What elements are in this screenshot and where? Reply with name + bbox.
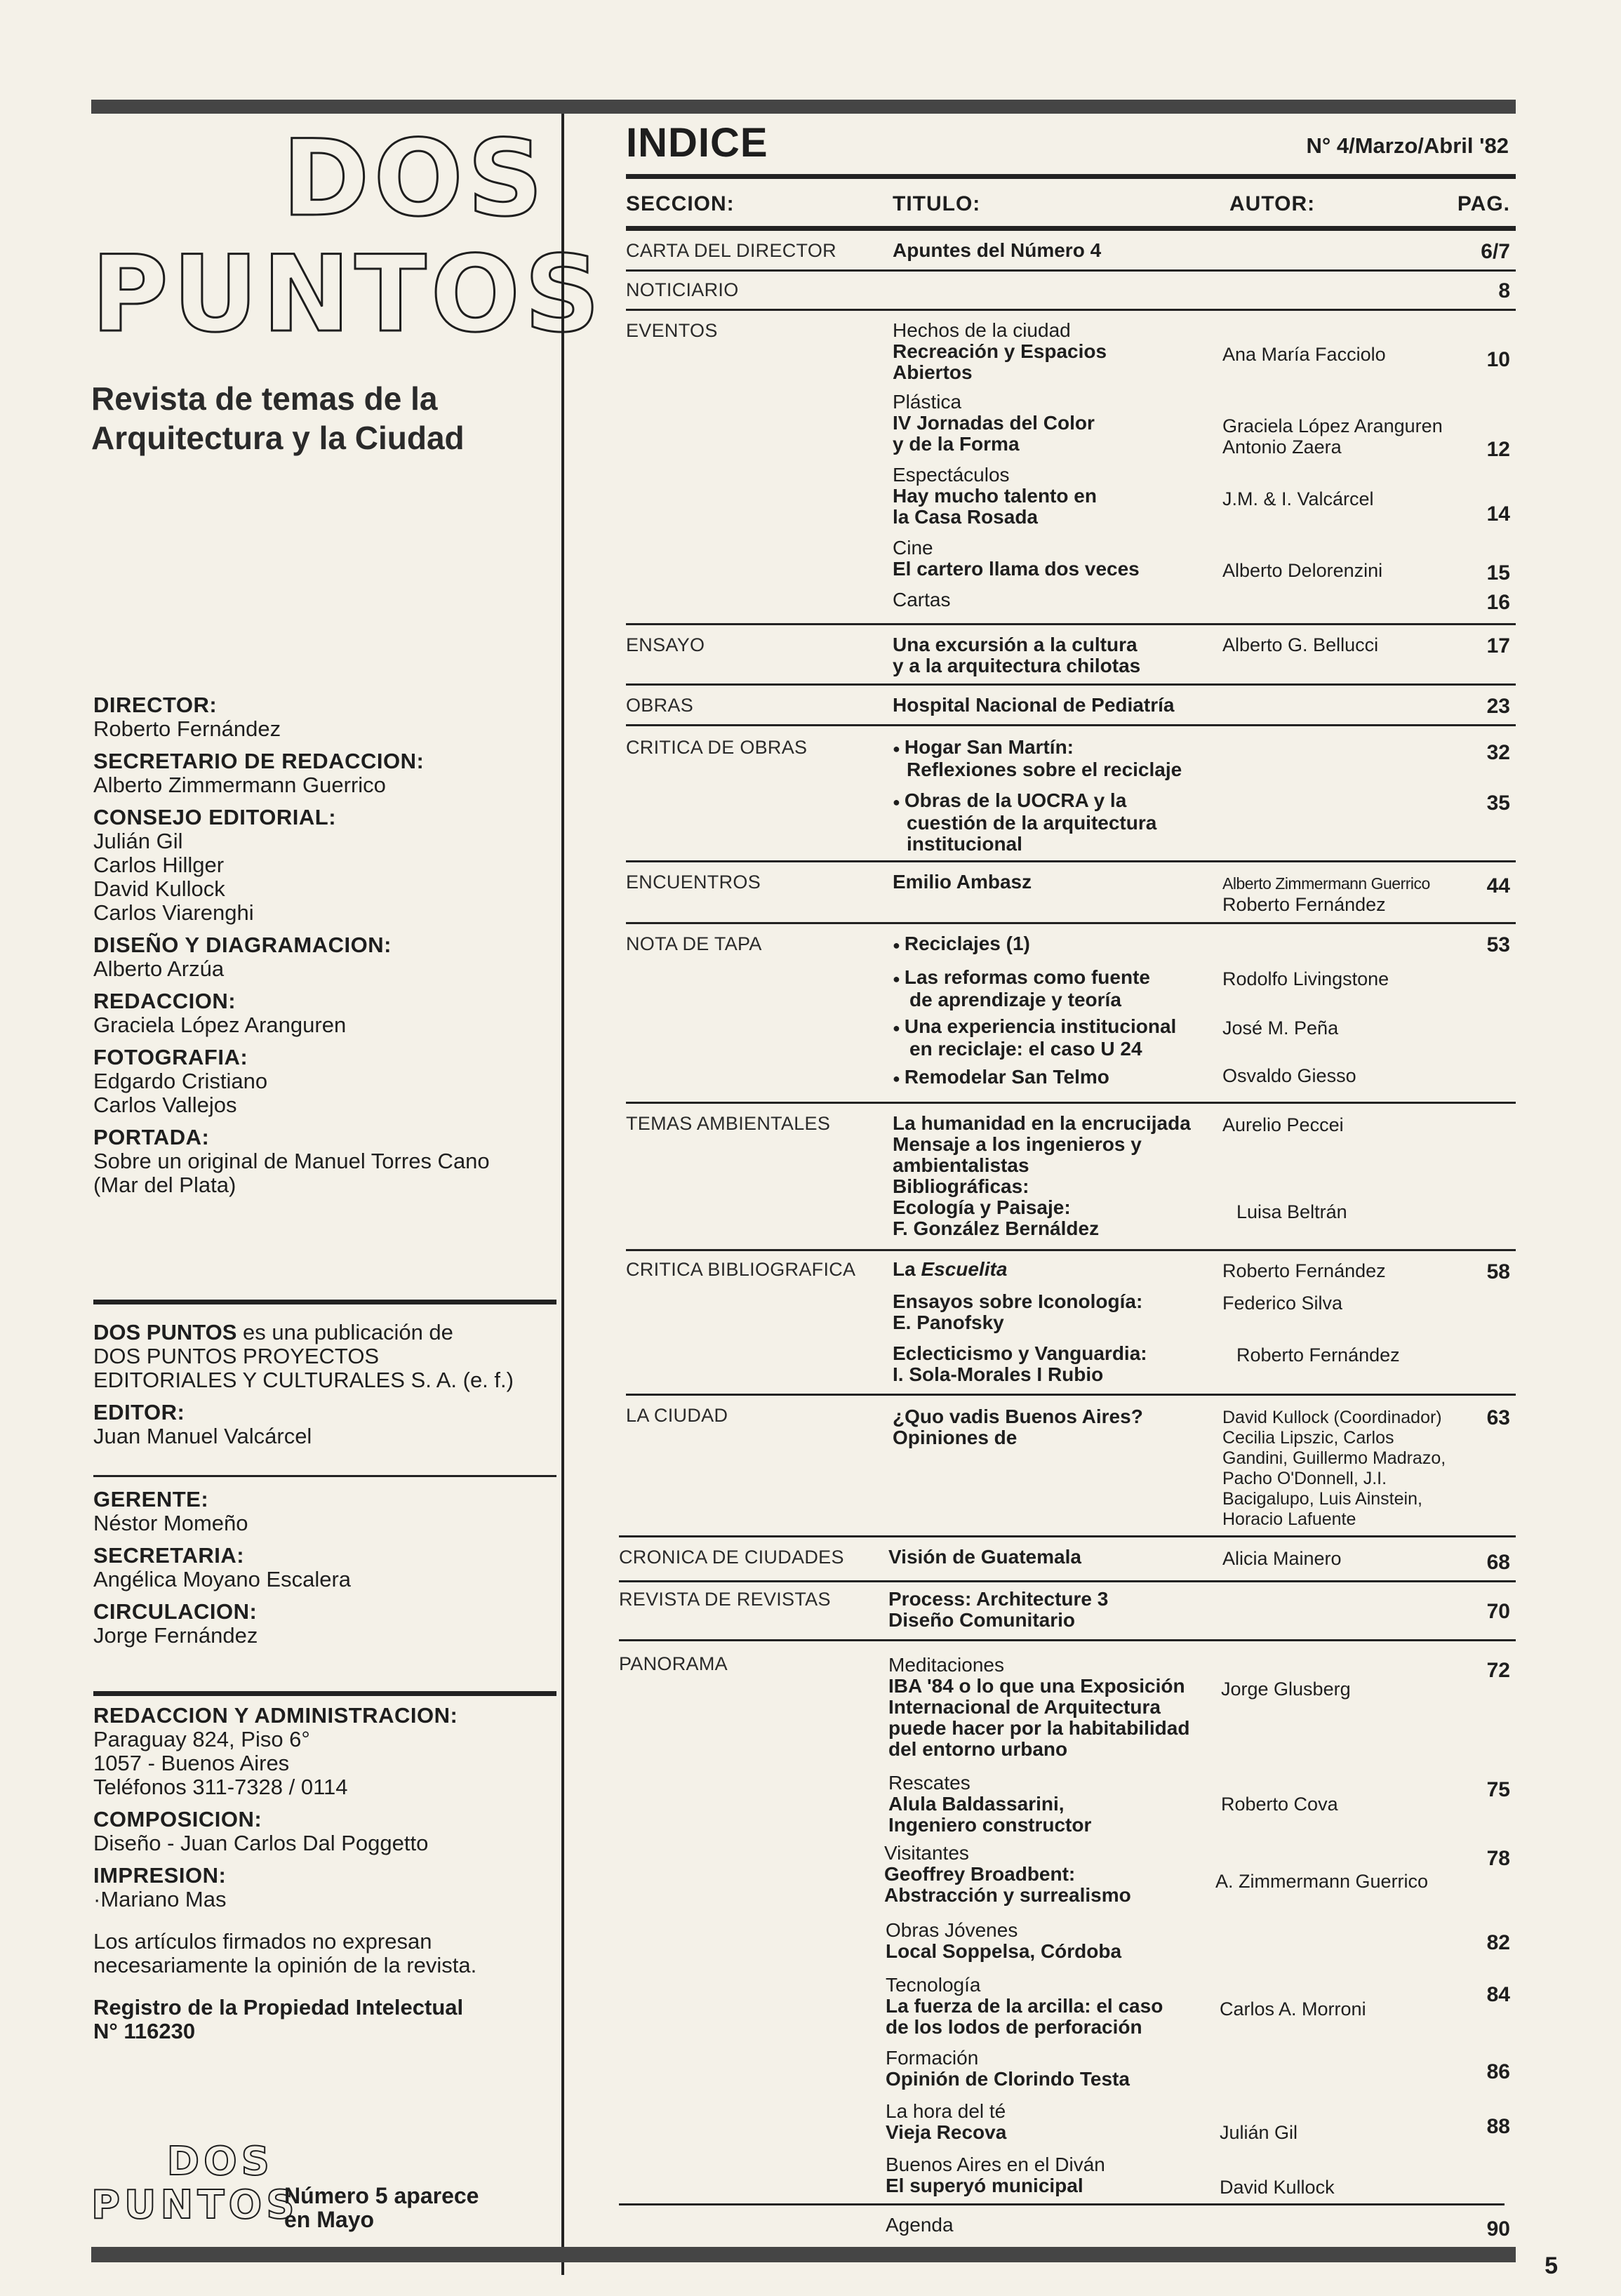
pag-carta: 6/7 <box>1481 240 1510 263</box>
item-title: Opiniones de <box>893 1427 1018 1448</box>
event-kicker: Plástica <box>893 391 962 413</box>
item-author: José M. Peña <box>1222 1017 1339 1039</box>
panorama-item <box>886 1975 1163 2038</box>
item-title: ● Reciclajes (1) <box>893 933 1030 956</box>
ciudad-authors <box>1222 1408 1446 1530</box>
item-kicker: Visitantes <box>884 1842 969 1864</box>
item-pag: 63 <box>1486 1406 1510 1429</box>
consejo-member: Carlos Hillger <box>93 853 225 877</box>
diseno-heading: DISEÑO Y DIAGRAMACION: <box>93 933 392 957</box>
event-kicker: Hechos de la ciudad <box>893 319 1071 341</box>
sec-panorama: PANORAMA <box>619 1653 728 1674</box>
event-title: y de la Forma <box>893 433 1020 455</box>
publisher-line: DOS PUNTOS PROYECTOS <box>93 1344 380 1368</box>
item-author: Federico Silva <box>1222 1293 1343 1314</box>
item-pag: 86 <box>1486 2060 1510 2083</box>
author-line: Alberto Zimmermann Guerrico <box>1222 874 1430 893</box>
logo-puntos: PUNTOS <box>91 234 605 356</box>
event-item <box>893 465 1097 528</box>
encuentros-pag: 44 <box>1486 874 1510 897</box>
temas-item <box>893 1113 1191 1239</box>
author-line: Roberto Fernández <box>1222 894 1386 915</box>
director-name: Roberto Fernández <box>93 716 281 741</box>
issue-label: N° 4/Marzo/Abril '82 <box>1306 133 1509 158</box>
masthead-rule <box>93 1691 556 1696</box>
top-rule <box>91 100 1516 114</box>
ensayo-author: Alberto G. Bellucci <box>1222 634 1379 655</box>
item-title: Internacional de Arquitectura <box>888 1696 1161 1718</box>
event-author <box>1222 415 1443 458</box>
item-pag: 53 <box>1486 933 1510 956</box>
event-title: IV Jornadas del Color <box>893 412 1095 434</box>
sec-temas: TEMAS AMBIENTALES <box>626 1113 831 1134</box>
item-title: IBA '84 o lo que una Exposición <box>888 1675 1185 1697</box>
item-title: ¿Quo vadis Buenos Aires? <box>893 1406 1143 1427</box>
item-author: David Kullock <box>1220 2177 1335 2198</box>
index-title: INDICE <box>626 120 768 166</box>
event-title: El cartero llama dos veces <box>893 558 1140 580</box>
panorama-item <box>884 1843 1131 1906</box>
next-issue-line: Número 5 aparece <box>284 2183 479 2208</box>
row-rule <box>626 922 1516 924</box>
logo-puntos: PUNTOS <box>91 2182 299 2228</box>
author-line: Antonio Zaera <box>1222 436 1342 458</box>
masthead-staff <box>93 693 549 1197</box>
nota-item <box>893 1016 1176 1060</box>
item-kicker: Rescates <box>888 1772 970 1794</box>
item-author: Julián Gil <box>1220 2122 1298 2143</box>
page-number: 5 <box>1545 2252 1558 2279</box>
item-title: El superyó municipal <box>886 2175 1083 2196</box>
item-kicker: Buenos Aires en el Diván <box>886 2154 1105 2175</box>
dos-puntos-logo-small <box>91 2139 299 2233</box>
col-titulo: TITULO: <box>893 192 981 215</box>
masthead-publisher <box>93 1321 549 1448</box>
event-author: J.M. & I. Valcárcel <box>1222 488 1374 509</box>
registro: N° 116230 <box>93 2019 196 2043</box>
portada-text: (Mar del Plata) <box>93 1173 236 1197</box>
sec-obras: OBRAS <box>626 695 694 716</box>
item-author: Aurelio Peccei <box>1222 1114 1344 1135</box>
item-title: F. González Bernáldez <box>893 1217 1100 1239</box>
encuentros-title: Emilio Ambasz <box>893 871 1032 893</box>
impresion-text: ·Mariano Mas <box>93 1887 227 1911</box>
column-divider <box>561 114 564 2275</box>
secretaria-heading: SECRETARIA: <box>93 1543 245 1568</box>
item-author: Roberto Fernández <box>1236 1344 1400 1366</box>
index-rule <box>626 226 1516 231</box>
row-rule <box>626 860 1516 862</box>
item-title: Ingeniero constructor <box>888 1814 1092 1836</box>
row-rule <box>626 724 1516 726</box>
consejo-member: Carlos Viarenghi <box>93 900 254 925</box>
item-title: Vieja Recova <box>886 2121 1007 2143</box>
tagline: Revista de temas de la Arquitectura y la Ciudad <box>91 380 465 456</box>
item-title: Visión de Guatemala <box>888 1546 1081 1568</box>
event-kicker: Cine <box>893 537 933 559</box>
event-pag: 12 <box>1486 438 1510 461</box>
redaccion-heading: REDACCION: <box>93 989 236 1013</box>
row-rule <box>619 2203 1505 2205</box>
revista-item <box>888 1589 1108 1631</box>
fotografia-name: Carlos Vallejos <box>93 1093 237 1117</box>
item-pag: 75 <box>1486 1778 1510 1801</box>
item-title: de aprendizaje y teoría <box>909 988 1121 1010</box>
fotografia-name: Edgardo Cristiano <box>93 1069 268 1093</box>
portada-text: Sobre un original de Manuel Torres Cano <box>93 1149 490 1173</box>
encuentros-author <box>1222 873 1430 915</box>
row-rule <box>619 1535 1516 1537</box>
critica-obras-item <box>893 737 1182 780</box>
admin-line: 1057 - Buenos Aires <box>93 1751 290 1775</box>
item-title: La <box>893 1258 921 1280</box>
item-title: Mensaje a los ingenieros y <box>893 1133 1142 1155</box>
item-title: ● Remodelar San Telmo <box>893 1067 1109 1089</box>
row-rule <box>626 1102 1516 1104</box>
portada-heading: PORTADA: <box>93 1125 210 1149</box>
obras-pag: 23 <box>1486 695 1510 718</box>
redaccion-name: Graciela López Aranguren <box>93 1013 347 1037</box>
item-title: ● Obras de la UOCRA y la <box>893 790 1156 813</box>
logo-dos: DOS <box>166 2139 274 2184</box>
publisher-text: es una publicación de <box>236 1320 453 1344</box>
row-rule <box>626 309 1516 311</box>
ensayo-title: y a la arquitectura chilotas <box>893 655 1141 676</box>
sec-nota-tapa: NOTA DE TAPA <box>626 933 762 954</box>
dos-puntos-logo <box>91 118 605 358</box>
item-author: Roberto Fernández <box>1222 1260 1386 1281</box>
editor-name: Juan Manuel Valcárcel <box>93 1424 312 1448</box>
panorama-item <box>886 2101 1006 2143</box>
item-title: del entorno urbano <box>888 1738 1068 1760</box>
item-title: Diseño Comunitario <box>888 1609 1076 1631</box>
sec-carta: CARTA DEL DIRECTOR <box>626 240 836 261</box>
panorama-item <box>886 2154 1105 2196</box>
circulacion-name: Jorge Fernández <box>93 1623 258 1648</box>
item-title: Local Soppelsa, Córdoba <box>886 1940 1122 1962</box>
panorama-item <box>888 1655 1189 1760</box>
event-title: Abiertos <box>893 361 973 383</box>
item-pag: 58 <box>1486 1260 1510 1283</box>
item-pag: 78 <box>1486 1847 1510 1870</box>
event-item <box>893 320 1107 383</box>
item-title: Geoffrey Broadbent: <box>884 1863 1076 1885</box>
item-pag: 82 <box>1486 1931 1510 1954</box>
item-author: Rodolfo Livingstone <box>1222 968 1389 989</box>
admin-line: Teléfonos 311-7328 / 0114 <box>93 1775 348 1799</box>
event-author: Alberto Delorenzini <box>1222 560 1383 581</box>
critica-obras-item <box>893 790 1156 855</box>
sec-ensayo: ENSAYO <box>626 634 705 655</box>
disclaimer: necesariamente la opinión de la revista. <box>93 1953 477 1977</box>
secretaria-name: Angélica Moyano Escalera <box>93 1567 352 1591</box>
item-title: E. Panofsky <box>893 1311 1004 1333</box>
item-kicker: Formación <box>886 2047 979 2069</box>
registro: Registro de la Propiedad Intelectual <box>93 1995 464 2020</box>
ensayo-title: Una excursión a la cultura <box>893 634 1138 655</box>
item-title: ● Una experiencia institucional <box>893 1016 1176 1039</box>
col-autor: AUTOR: <box>1229 192 1316 215</box>
event-kicker: Espectáculos <box>893 464 1010 486</box>
author-line: Cecilia Lipszic, Carlos <box>1222 1428 1394 1448</box>
item-title: cuestión de la arquitectura <box>907 811 1157 834</box>
bottom-rule <box>91 2247 1516 2262</box>
secretario-heading: SECRETARIO DE REDACCION: <box>93 749 425 773</box>
item-pag: 35 <box>1486 792 1510 815</box>
event-title: Recreación y Espacios <box>893 340 1107 362</box>
diseno-name: Alberto Arzúa <box>93 956 225 981</box>
item-pag: 68 <box>1486 1551 1510 1574</box>
panorama-item <box>886 1920 1121 1962</box>
item-title: Opinión de Clorindo Testa <box>886 2068 1130 2090</box>
sec-critica-bib: CRITICA BIBLIOGRAFICA <box>626 1259 856 1280</box>
ensayo-item <box>893 634 1140 676</box>
publisher-name: DOS PUNTOS <box>93 1320 237 1344</box>
author-line: David Kullock (Coordinador) <box>1222 1408 1442 1427</box>
title-carta: Apuntes del Número 4 <box>893 239 1102 261</box>
logo-dos: DOS <box>281 118 547 240</box>
masthead-rule <box>93 1475 556 1477</box>
sec-revista: REVISTA DE REVISTAS <box>619 1589 831 1610</box>
next-issue <box>284 2184 479 2231</box>
author-line: Gandini, Guillermo Madrazo, <box>1222 1448 1446 1468</box>
author-line: Graciela López Aranguren <box>1222 415 1443 436</box>
consejo-member: David Kullock <box>93 876 225 901</box>
item-title: Abstracción y surrealismo <box>884 1884 1131 1906</box>
event-title: la Casa Rosada <box>893 506 1038 528</box>
fotografia-heading: FOTOGRAFIA: <box>93 1045 248 1069</box>
disclaimer: Los artículos firmados no expresan <box>93 1929 432 1954</box>
author-line: Pacho O'Donnell, J.I. <box>1222 1469 1387 1488</box>
item-title: Alula Baldassarini, <box>888 1793 1065 1815</box>
editor-heading: EDITOR: <box>93 1400 185 1424</box>
item-author: Roberto Cova <box>1221 1794 1338 1815</box>
item-title: La humanidad en la encrucijada <box>893 1112 1191 1134</box>
sec-cronica: CRONICA DE CIUDADES <box>619 1547 844 1568</box>
item-author: Jorge Glusberg <box>1221 1678 1351 1700</box>
ensayo-pag: 17 <box>1486 634 1510 658</box>
sec-noticiario: NOTICIARIO <box>626 279 739 300</box>
item-title: puede hacer por la habitabilidad <box>888 1717 1190 1739</box>
obras-title: Hospital Nacional de Pediatría <box>893 694 1175 716</box>
item-title: Reflexiones sobre el reciclaje <box>907 758 1182 780</box>
sec-eventos: EVENTOS <box>626 320 718 341</box>
bib-item <box>893 1291 1142 1333</box>
item-title: I. Sola-Morales I Rubio <box>893 1363 1104 1385</box>
item-title: ● Las reformas como fuente <box>893 967 1150 989</box>
item-title: Ensayos sobre Iconología: <box>893 1290 1143 1312</box>
circulacion-heading: CIRCULACION: <box>93 1599 258 1624</box>
item-pag: 32 <box>1486 741 1510 764</box>
event-item <box>893 392 1095 455</box>
event-author: Ana María Facciolo <box>1222 344 1386 365</box>
admin-line: Paraguay 824, Piso 6° <box>93 1727 310 1751</box>
row-rule <box>626 269 1516 272</box>
event-pag: 10 <box>1486 348 1510 371</box>
director-heading: DIRECTOR: <box>93 693 218 717</box>
gerente-name: Néstor Momeño <box>93 1511 248 1535</box>
secretario-name: Alberto Zimmermann Guerrico <box>93 773 386 797</box>
panorama-item <box>886 2048 1130 2090</box>
event-title: Hay mucho talento en <box>893 485 1097 507</box>
item-title: Process: Architecture 3 <box>888 1588 1109 1610</box>
nota-item <box>893 967 1150 1010</box>
item-title-italic: Escuelita <box>921 1258 1008 1280</box>
item-pag: 88 <box>1486 2115 1510 2138</box>
impresion-heading: IMPRESION: <box>93 1863 227 1888</box>
item-title: La fuerza de la arcilla: el caso <box>886 1995 1163 2017</box>
gerente-heading: GERENTE: <box>93 1487 209 1511</box>
item-title: institucional <box>907 832 1022 855</box>
sec-ciudad: LA CIUDAD <box>626 1405 728 1426</box>
bib-item <box>893 1343 1147 1385</box>
item-author: Osvaldo Giesso <box>1222 1065 1356 1086</box>
item-pag: 90 <box>1486 2217 1510 2241</box>
index-rule <box>626 174 1516 179</box>
author-line: Horacio Lafuente <box>1222 1509 1356 1529</box>
sec-critica-obras: CRITICA DE OBRAS <box>626 737 808 758</box>
publisher-line: EDITORIALES Y CULTURALES S. A. (e. f.) <box>93 1368 514 1392</box>
item-kicker: Tecnología <box>886 1974 981 1996</box>
composicion-text: Diseño - Juan Carlos Dal Poggetto <box>93 1831 429 1855</box>
item-title: Bibliográficas: <box>893 1175 1029 1197</box>
next-issue-line: en Mayo <box>284 2207 375 2232</box>
event-item <box>893 538 1140 580</box>
item-author: A. Zimmermann Guerrico <box>1215 1871 1429 1892</box>
ciudad-item <box>893 1406 1143 1448</box>
item-kicker: Agenda <box>886 2214 954 2236</box>
item-title: de los lodos de perforación <box>886 2016 1142 2038</box>
item-title: en reciclaje: el caso U 24 <box>909 1037 1142 1060</box>
item-title: Ecología y Paisaje: <box>893 1196 1071 1218</box>
item-author: Luisa Beltrán <box>1236 1201 1347 1222</box>
item-pag: 70 <box>1486 1600 1510 1623</box>
event-kicker: Cartas <box>893 589 951 610</box>
item-author: Carlos A. Morroni <box>1220 1998 1366 2020</box>
composicion-heading: COMPOSICION: <box>93 1807 262 1831</box>
col-seccion: SECCION: <box>626 192 735 215</box>
item-pag: 72 <box>1486 1659 1510 1682</box>
item-pag: 84 <box>1486 1983 1510 2006</box>
item-kicker: Meditaciones <box>888 1654 1004 1676</box>
author-line: Bacigalupo, Luis Ainstein, <box>1222 1489 1422 1509</box>
row-rule <box>626 623 1516 625</box>
event-pag: 15 <box>1486 561 1510 585</box>
item-title: ambientalistas <box>893 1154 1029 1176</box>
consejo-heading: CONSEJO EDITORIAL: <box>93 805 337 829</box>
admin-heading: REDACCION Y ADMINISTRACION: <box>93 1703 458 1728</box>
row-rule <box>626 683 1516 686</box>
col-pag: PAG. <box>1457 192 1510 215</box>
row-rule <box>619 1639 1516 1641</box>
item-author: Alicia Mainero <box>1222 1548 1342 1569</box>
event-pag: 16 <box>1486 591 1510 614</box>
sec-encuentros: ENCUENTROS <box>626 872 761 893</box>
row-rule <box>619 1580 1516 1582</box>
event-pag: 14 <box>1486 502 1510 526</box>
consejo-member: Julián Gil <box>93 829 183 853</box>
row-rule <box>626 1249 1516 1251</box>
item-title: ● Hogar San Martín: <box>893 737 1182 759</box>
pag-noticiario: 8 <box>1498 279 1510 302</box>
row-rule <box>626 1394 1516 1396</box>
item-kicker: La hora del té <box>886 2100 1006 2122</box>
masthead-admin <box>93 1704 549 2043</box>
masthead-rule <box>93 1300 556 1304</box>
panorama-item <box>888 1773 1091 1836</box>
item-kicker: Obras Jóvenes <box>886 1919 1018 1941</box>
masthead-management <box>93 1488 549 1648</box>
item-title: Eclecticismo y Vanguardia: <box>893 1342 1147 1364</box>
